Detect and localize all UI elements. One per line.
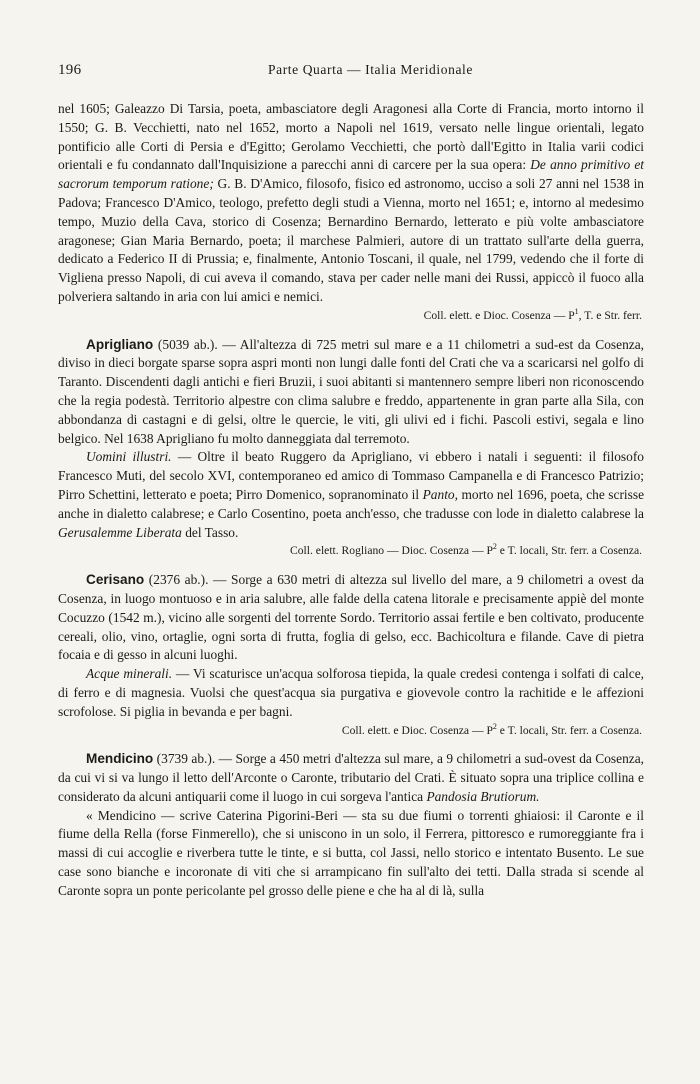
mendicino-quote: « Mendicino — scrive Caterina Pigorini-Beri — sta su due fiumi o torrenti ghiaiosi: il Caronte e il fiume della Rella (forse Finmerello), che si uniscono in un solo, il Ferrera, pittoresco e rumoreggiante fra i massi di cui accoglie e riverbera tutte le tinte, e si butta, col Jassi, nello storico e intentato Busento. Le sue case sono bianche e incoronate di viti che si arrampicano fin sull'alto dei tetti. Dalla strada si scende al Caronte sopra un ponte pericolante pel grosso delle piene e che ha al di là, sulla bbox=[58, 807, 644, 898]
intro-paragraph: nel 1605; Galeazzo Di Tarsia, poeta, ambasciatore degli Aragonesi alla Corte di Francia, morto intorno il 1550; G. B. Vecchietti, nato nel 1652, morto a Napoli nel 1619, versato nelle lingue orientali, legato pontificio alle Corti di Persia e d'Egitto; Gerolamo Vecchietti, che portò dall'Egitto in Italia varii codici orientali e fu condannato dall'Inquisizione a parecchi anni di carcere per la sua opera: De anno primitivo et sacrorum temporum ratione; G. B. D'Amico, filosofo, fisico ed astronomo, ucciso a soli 27 anni nel 1538 in Padova; Francesco D'Amico, teologo, prefetto degli studi a Vienna, morto nel 1651; e, intorno al medesimo tempo, Muzio della Cava, storico di Cosenza; Bernardino Bernardo, letterato e più volte ambasciatore aragonese; Gian Maria Bernardo, poeta; il marchese Palmieri, autore di un trattato sull'arte della guerra, dedicato a Federico II di Prussia; e, finalmente, Antonio Toscani, il quale, nel 1799, vedendo che il forte di Vigliena presso Napoli, di cui aveva il comando, stava per cader nelle mani dei Russi, appiccò il fuoco alla polveriera saltando in aria con lui amici e nemici. bbox=[58, 101, 644, 304]
entry-cerisano: Cerisano (2376 ab.). — Sorge a 630 metri di altezza sul livello del mare, a 9 chilometri a ovest da Cosenza, in luogo montuoso e in aria salubre, alle falde della catena litorale e precisamente appiè del monte Cocuzzo (1542 m.), vicino alle sorgenti del torrente Sordo. Territorio assai fertile e ben coltivato, producente cereali, olio, vino, ortaglie, ogni sorta di frutta, foglia di gelso, ecc. Bachicoltura e filande. Cave di pietra focaia e di gesso in alcuni luoghi. bbox=[58, 572, 644, 663]
entry-population: (5039 ab.). bbox=[153, 336, 218, 352]
entry-population: (3739 ab.). bbox=[153, 751, 216, 767]
entry-name: Mendicino bbox=[86, 751, 154, 767]
subsection-label: Acque minerali. bbox=[86, 666, 173, 682]
entry-name: Aprigliano bbox=[86, 336, 154, 352]
entry-population: (2376 ab.). bbox=[144, 572, 209, 588]
cerisano-admin-note: Coll. elett. e Dioc. Cosenza — $P^2$ e T. locali, Str. ferr. a Cosenza. bbox=[341, 721, 642, 737]
subsection-acque-minerali: Acque minerali. — Vi scaturisce un'acqua solforosa tiepida, la quale credesi contenga i solfati di calce, di ferro e di magnesia. Vuolsi che quest'acqua sia purgativa e giovevole contro la rachitide e le affezioni scrofolose. Si piglia in bevanda e per bagni. bbox=[58, 666, 645, 719]
page-body bbox=[58, 100, 644, 901]
aprigliano-admin-note: Coll. elett. Rogliano — Dioc. Cosenza — $P^2$ e T. locali, Str. ferr. a Cosenza. bbox=[290, 542, 642, 558]
page-number: 196 bbox=[58, 62, 82, 78]
entry-mendicino: Mendicino (3739 ab.). — Sorge a 450 metri d'altezza sul mare, a 9 chilometri a sud-ovest da Cosenza, da cui vi si va lungo il letto dell'Arconte o Caronte, tributario del Crati. È situato sopra una triplice collina e considerato da alcuni antiquarii come il luogo in cui sorgeva l'antica Pandosia Brutiorum. bbox=[58, 751, 644, 804]
entry-aprigliano: Aprigliano (5039 ab.). — All'altezza di 725 metri sul mare e a 11 chilometri a sud-est da Cosenza, diviso in dieci borgate sparse sopra aspri monti non lungi dalle fonti del Crati che va a scaricarsi nel golfo di Taranto. Discendenti dagli antichi e fieri Bruzii, i suoi abitanti si mantennero sempre liberi non riconoscendo che la regia podestà. Territorio alpestre con clima salubre e freddo, appartenente in gran parte alla Sila, con abbondanza di castagni e di gelsi, oltre le quercie, le viti, gli ulivi ed i fichi. Pascoli estivi, segala e lino belgico. Nel 1638 Aprigliano fu molto danneggiata dal terremoto. bbox=[58, 336, 644, 446]
subsection-label: Uomini illustri. bbox=[86, 449, 172, 465]
work-title: De anno primitivo et sacrorum temporum ratione; bbox=[58, 157, 644, 192]
running-title: Parte Quarta — Italia Meridionale bbox=[268, 62, 473, 77]
subsection-uomini-illustri: Uomini illustri. — Oltre il beato Ruggero da Aprigliano, vi ebbero i natali i seguenti: il filosofo Francesco Muti, del secolo XVI, contemporaneo ed amico di Tommaso Campanella e di Francesco Patrizio; Pirro Schettini, letterato e poeta; Pirro Domenico, sopranominato il Panto, morto nel 1696, poeta, che scrisse anche in dialetto calabrese; e Carlo Cosentino, poeta anch'esso, che tradusse con lode in dialetto calabrese la Gerusalemme Liberata del Tasso. bbox=[58, 449, 645, 540]
intro-admin-note: Coll. elett. e Dioc. Cosenza — $P^1$, T. e Str. ferr. bbox=[423, 306, 642, 322]
entry-name: Cerisano bbox=[86, 572, 145, 588]
page-header bbox=[58, 62, 650, 79]
place-name-italic: Pandosia Brutiorum. bbox=[426, 788, 540, 804]
